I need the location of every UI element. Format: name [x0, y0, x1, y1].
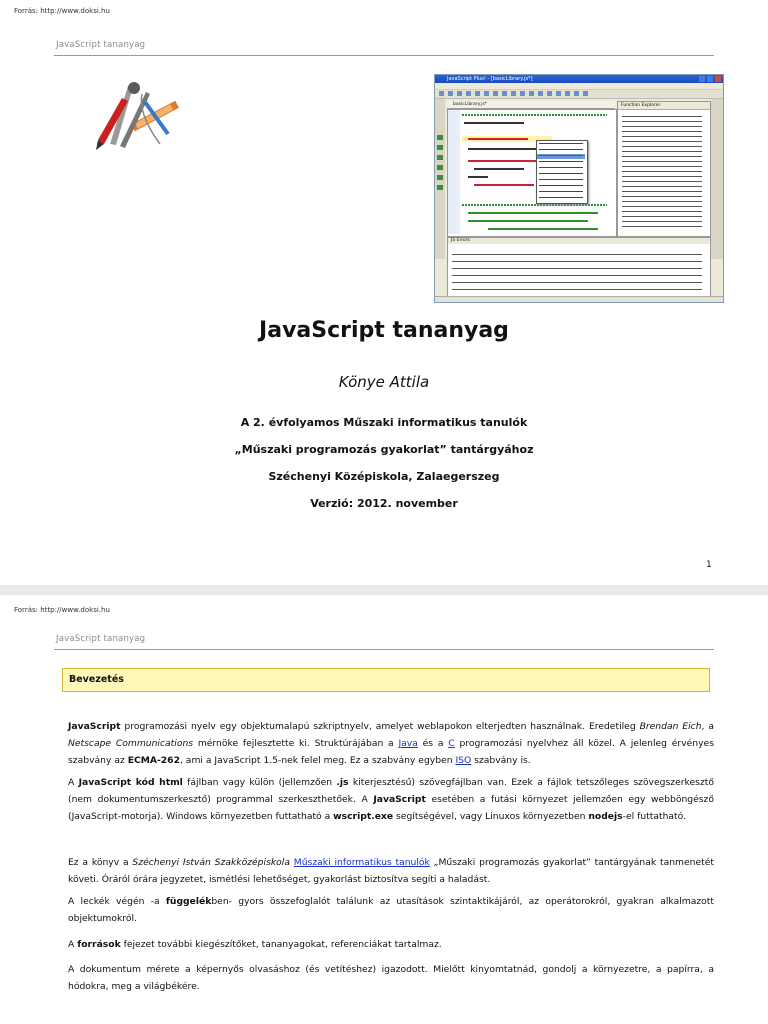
maximize-icon	[707, 76, 713, 82]
code-editor	[447, 109, 617, 237]
header-rule-2	[54, 649, 714, 650]
source-note-2: Forrás: http://www.doksi.hu	[14, 606, 110, 614]
subtitle-line-2: „Műszaki programozás gyakorlat” tantárgyához	[234, 443, 534, 456]
left-toolstrip	[435, 99, 445, 259]
paragraph-5: A források fejezet további kiegészítőket, tananyagokat, referenciákat tartalmaz.	[68, 939, 442, 950]
section-heading-box	[62, 668, 710, 692]
window-titlebar: JavaScript Plus! - [basicLibrary.js*]	[435, 75, 723, 83]
ide-screenshot	[434, 74, 724, 303]
close-icon	[715, 76, 721, 82]
subtitle-line-1: A 2. évfolyamos Műszaki informatikus tanulók	[240, 416, 528, 429]
running-header: JavaScript tananyag	[56, 40, 146, 50]
header-rule	[54, 55, 714, 56]
version-line: Verzió: 2012. november	[310, 497, 458, 510]
menu-bar	[435, 83, 723, 90]
editor-tab: basicLibrary.js*	[447, 101, 615, 109]
paragraph-2: A JavaScript kód html fájlban vagy külön (jellemzően .js kiterjesztésű) szövegfájlban van. Ezek a fájlok tetszőleges szövegszerkesztő (nem dokumentumszerkesztő) programmal szerkeszthetőek. A JavaScript esetében a futási környezet jellemzően egy webböngésző (JavaScript-motorja). Windows környezetben futtatható a wscript.exe segítségével, vagy Linuxos környezetben nodejs-el futtatható.	[68, 777, 714, 822]
paragraph-3: Ez a könyv a Széchenyi István Szakközépiskola Műszaki informatikus tanulók „Műszaki programozás gyakorlat” tantárgyának tanmenetét követi. Óráról órára jegyzetet, ismétlési lehetőséget, gyakorlást biztosítva segíti a haladást.	[68, 857, 714, 885]
section-heading: Bevezetés	[69, 674, 124, 685]
school-line: Széchenyi Középiskola, Zalaegerszeg	[268, 470, 500, 483]
paragraph-6: A dokumentum mérete a képernyős olvasáshoz (és vetítéshez) igazodott. Mielőtt kinyomtatnád, gondolj a környezetre, a papírra, a hódokra, meg a világbékére.	[68, 964, 714, 992]
source-note: Forrás: http://www.doksi.hu	[14, 7, 110, 15]
iso-link[interactable]: ISO	[455, 755, 472, 766]
right-toolstrip	[711, 99, 723, 259]
tools-logo-icon	[90, 74, 190, 154]
running-header-2: JavaScript tananyag	[56, 634, 146, 644]
errors-panel: JS Errors	[447, 237, 711, 297]
c-link[interactable]: C	[448, 738, 455, 749]
page-separator	[0, 585, 768, 595]
muszaki-informatikus-link[interactable]: Műszaki informatikus tanulók	[293, 857, 430, 868]
page-number: 1	[706, 560, 712, 570]
toolbar	[435, 90, 723, 99]
paragraph-4: A leckék végén -a függelékben- gyors összefoglalót találunk az utasítások szintaktikájáról, az operátorokról, gyakran alkalmazott objektumokról.	[68, 896, 715, 924]
paragraph-1: JavaScript programozási nyelv egy objektumalapú szkriptnyelv, amelyet weblapokon elterjedten használnak. Eredetileg Brendan Eich, a Netscape Communications mérnöke fejlesztette ki. Struktúrájában a Java és a C programozási nyelvhez áll közel. A jelenleg érvényes szabvány az ECMA-262, ami a JavaScript 1.5-nek felel meg. Ez a szabvány egyben ISO szabvány is.	[68, 721, 714, 766]
author: Könye Attila	[338, 373, 430, 391]
document-title: JavaScript tananyag	[259, 318, 509, 343]
function-explorer-panel: Function Explorer	[617, 101, 711, 237]
minimize-icon	[699, 76, 705, 82]
autocomplete-popup	[536, 140, 588, 204]
java-link[interactable]: Java	[398, 738, 418, 749]
status-bar	[435, 296, 723, 303]
